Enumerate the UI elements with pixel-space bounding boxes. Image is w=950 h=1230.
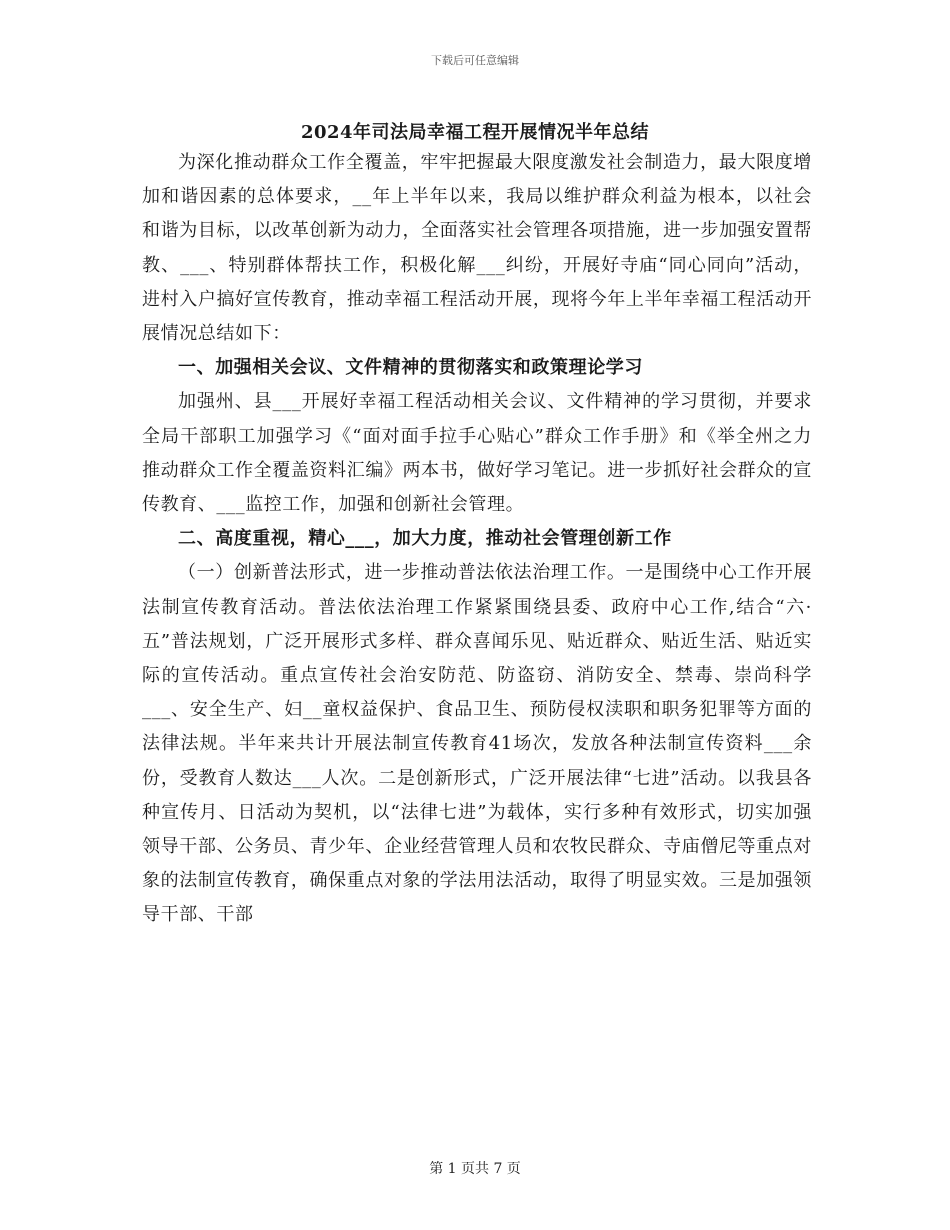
header-note: 下载后可任意编辑 xyxy=(431,54,519,67)
section-heading-1: 一、加强相关会议、文件精神的贯彻落实和政策理论学习 xyxy=(178,357,643,379)
intro-paragraph: 为深化推动群众工作全覆盖，牢牢把握最大限度激发社会制造力，最大限度增加和谐因素的总体要求，__年上半年以来，我局以维护群众利益为根本，以社会和谐为目标，以改革创新为动力，全面落实社会管理各项措施，进一步加强安置帮教、___、特别群体帮扶工作，积极化解___纠纷，开展好寺庙“同心同向”活动，进村入户搞好宣传教育，推动幸福工程活动开展，现将今年上半年幸福工程活动开展情况总结如下： xyxy=(142,152,812,345)
section-1-paragraph: 加强州、县___开展好幸福工程活动相关会议、文件精神的学习贯彻，并要求全局干部职工加强学习《“面对面手拉手心贴心”群众工作手册》和《举全州之力推动群众工作全覆盖资料汇编》两本书，做好学习笔记。进一步抓好社会群众的宣传教育、___监控工作，加强和创新社会管理。 xyxy=(142,391,812,516)
page-number: 第 1 页共 7 页 xyxy=(429,1161,521,1177)
section-2-paragraph: （一）创新普法形式，进一步推动普法依法治理工作。一是围绕中心工作开展法制宣传教育活动。普法依法治理工作紧紧围绕县委、政府中心工作,结合“六·五”普法规划，广泛开展形式多样、群众喜闻乐见、贴近群众、贴近生活、贴近实际的宣传活动。重点宣传社会治安防范、防盗窃、消防安全、禁毒、崇尚科学___、安全生产、妇__童权益保护、食品卫生、预防侵权渎职和职务犯罪等方面的法律法规。半年来共计开展法制宣传教育41场次，发放各种法制宣传资料___余份，受教育人数达___人次。二是创新形式，广泛开展法律“七进”活动。以我县各种宣传月、日活动为契机，以“法律七进”为载体，实行多种有效形式，切实加强领导干部、公务员、青少年、企业经营管理人员和农牧民群众、寺庙僧尼等重点对象的法制宣传教育，确保重点对象的学法用法活动，取得了明显实效。三是加强领导干部、干部 xyxy=(142,562,812,926)
section-heading-2: 二、高度重视，精心___，加大力度，推动社会管理创新工作 xyxy=(178,528,672,550)
page-title: 2024年司法局幸福工程开展情况半年总结 xyxy=(300,122,650,143)
document-body xyxy=(142,146,812,933)
